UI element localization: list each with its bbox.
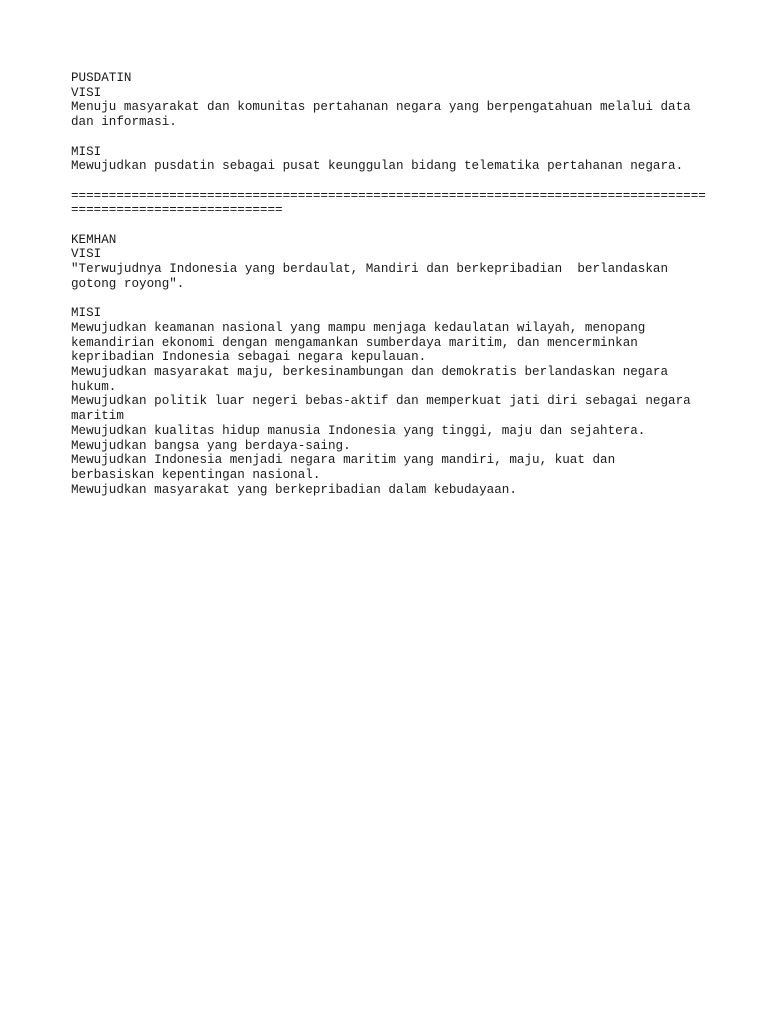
kemhan-misi-line: maritim [71, 409, 124, 424]
kemhan-misi-line: Mewujudkan bangsa yang berdaya-saing. [71, 438, 351, 453]
pusdatin-visi-line: dan informasi. [71, 115, 177, 130]
document-page [71, 71, 711, 497]
kemhan-misi-heading: MISI [71, 306, 102, 321]
kemhan-misi-line: berbasiskan kepentingan nasional. [71, 467, 321, 482]
kemhan-misi-line: kemandirian ekonomi dengan mengamankan sumberdaya maritim, dan mencerminkan [71, 335, 638, 350]
kemhan-misi-line: Mewujudkan kualitas hidup manusia Indonesia yang tinggi, maju dan sejahtera. [71, 423, 646, 438]
kemhan-misi-line: Mewujudkan Indonesia menjadi negara maritim yang mandiri, maju, kuat dan [71, 453, 616, 468]
kemhan-misi-line: Mewujudkan masyarakat maju, berkesinambungan dan demokratis berlandaskan negara [71, 365, 669, 379]
pusdatin-misi-line: Mewujudkan pusdatin sebagai pusat keunggulan bidang telematika pertahanan negara. [71, 159, 684, 174]
blank-line [71, 292, 711, 307]
pusdatin-title: PUSDATIN [71, 71, 132, 85]
kemhan-visi-line: gotong royong". [71, 276, 185, 291]
kemhan-title: KEMHAN [71, 232, 117, 247]
blank-line [71, 218, 711, 233]
pusdatin-misi-heading: MISI [71, 144, 102, 159]
kemhan-misi-line: kepribadian Indonesia sebagai negara kepulauan. [71, 350, 427, 365]
kemhan-misi-line: Mewujudkan masyarakat yang berkepribadian dalam kebudayaan. [71, 482, 517, 497]
blank-line [71, 130, 711, 145]
kemhan-misi-line: Mewujudkan politik luar negeri bebas-aktif dan memperkuat jati diri sebagai negara [71, 394, 691, 409]
pusdatin-section [71, 71, 711, 174]
kemhan-visi-heading: VISI [71, 247, 102, 262]
kemhan-section [71, 233, 711, 498]
kemhan-visi-line: "Terwujudnya Indonesia yang berdaulat, Mandiri dan berkepribadian berlandaskan [71, 262, 669, 277]
kemhan-misi-line: Mewujudkan keamanan nasional yang mampu menjaga kedaulatan wilayah, menopang [71, 320, 646, 335]
blank-line [71, 174, 711, 189]
separator-line: ==================================================================================== [71, 188, 706, 203]
separator-line: ============================ [71, 203, 283, 218]
kemhan-misi-line: hukum. [71, 379, 117, 394]
pusdatin-visi-line: Menuju masyarakat dan komunitas pertahanan negara yang berpengatahuan melalui data [71, 100, 691, 115]
separator [71, 189, 711, 218]
pusdatin-visi-heading: VISI [71, 85, 102, 100]
